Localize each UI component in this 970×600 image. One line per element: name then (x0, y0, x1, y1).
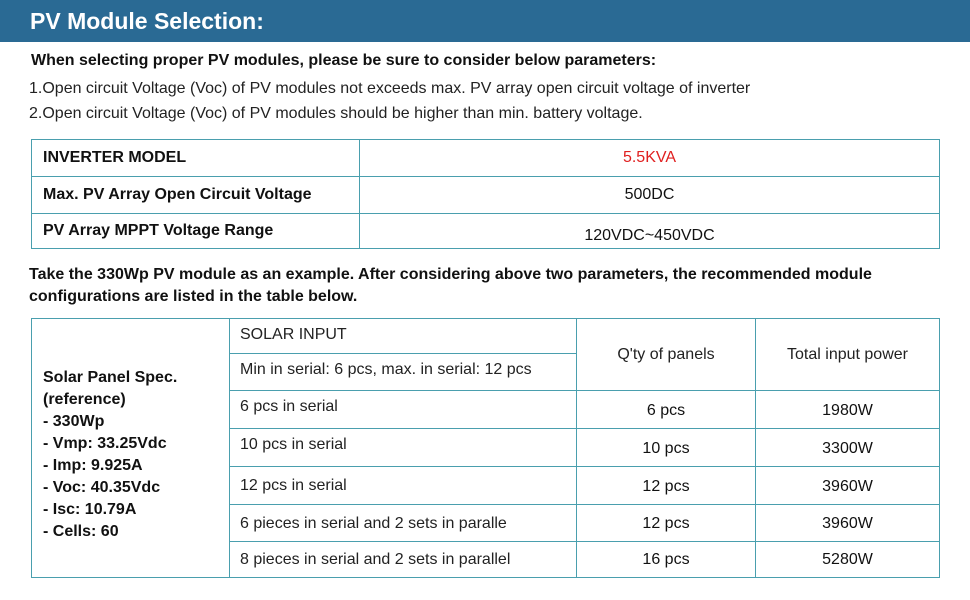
spec-line: - Isc: 10.79A (43, 501, 137, 518)
example-text: Take the 330Wp PV module as an example. After considering above two parameters, the recommended module configurations are listed in the table below. (29, 266, 872, 305)
spec-line: Solar Panel Spec. (43, 369, 178, 386)
qty-cell: 12 pcs (577, 467, 756, 505)
solar-input-range: Min in serial: 6 pcs, max. in serial: 12 pcs (230, 354, 577, 391)
solar-input-header: SOLAR INPUT (230, 319, 577, 354)
spec-line: - Cells: 60 (43, 523, 119, 540)
config-cell: 6 pieces in serial and 2 sets in paralle (230, 505, 577, 542)
table-row (32, 319, 940, 354)
power-cell: 3960W (756, 467, 940, 505)
table-row (32, 177, 940, 214)
parameter-point-1: 1.Open circuit Voltage (Voc) of PV modules not exceeds max. PV array open circuit voltage of inverter (29, 80, 751, 97)
intro-text: When selecting proper PV modules, please be sure to consider below parameters: (31, 52, 657, 69)
power-cell: 1980W (756, 391, 940, 429)
spec-line: - Vmp: 33.25Vdc (43, 435, 167, 452)
config-cell: 12 pcs in serial (230, 467, 577, 505)
qty-cell: 10 pcs (577, 429, 756, 467)
inverter-model-label: INVERTER MODEL (32, 140, 360, 177)
qty-cell: 16 pcs (577, 542, 756, 578)
power-header: Total input power (756, 319, 940, 391)
table-row (32, 214, 940, 249)
qty-cell: 6 pcs (577, 391, 756, 429)
config-cell: 10 pcs in serial (230, 429, 577, 467)
mppt-range-value: 120VDC~450VDC (360, 214, 940, 249)
qty-header: Q'ty of panels (577, 319, 756, 391)
spec-line: - Imp: 9.925A (43, 457, 143, 474)
config-cell: 6 pcs in serial (230, 391, 577, 429)
mppt-range-label: PV Array MPPT Voltage Range (32, 214, 360, 249)
solar-panel-spec (32, 319, 230, 578)
spec-line: - 330Wp (43, 413, 105, 430)
power-cell: 3300W (756, 429, 940, 467)
spec-line: - Voc: 40.35Vdc (43, 479, 161, 496)
inverter-spec-table (31, 139, 940, 249)
table-row (32, 140, 940, 177)
qty-cell: 12 pcs (577, 505, 756, 542)
parameter-point-2: 2.Open circuit Voltage (Voc) of PV modules should be higher than min. battery voltage. (29, 105, 643, 122)
max-voc-value: 500DC (360, 177, 940, 214)
page-title: PV Module Selection: (0, 0, 970, 42)
module-config-table (31, 318, 940, 578)
power-cell: 5280W (756, 542, 940, 578)
config-cell: 8 pieces in serial and 2 sets in parallel (230, 542, 577, 578)
power-cell: 3960W (756, 505, 940, 542)
spec-line: (reference) (43, 391, 126, 408)
inverter-model-value: 5.5KVA (360, 140, 940, 177)
max-voc-label: Max. PV Array Open Circuit Voltage (32, 177, 360, 214)
